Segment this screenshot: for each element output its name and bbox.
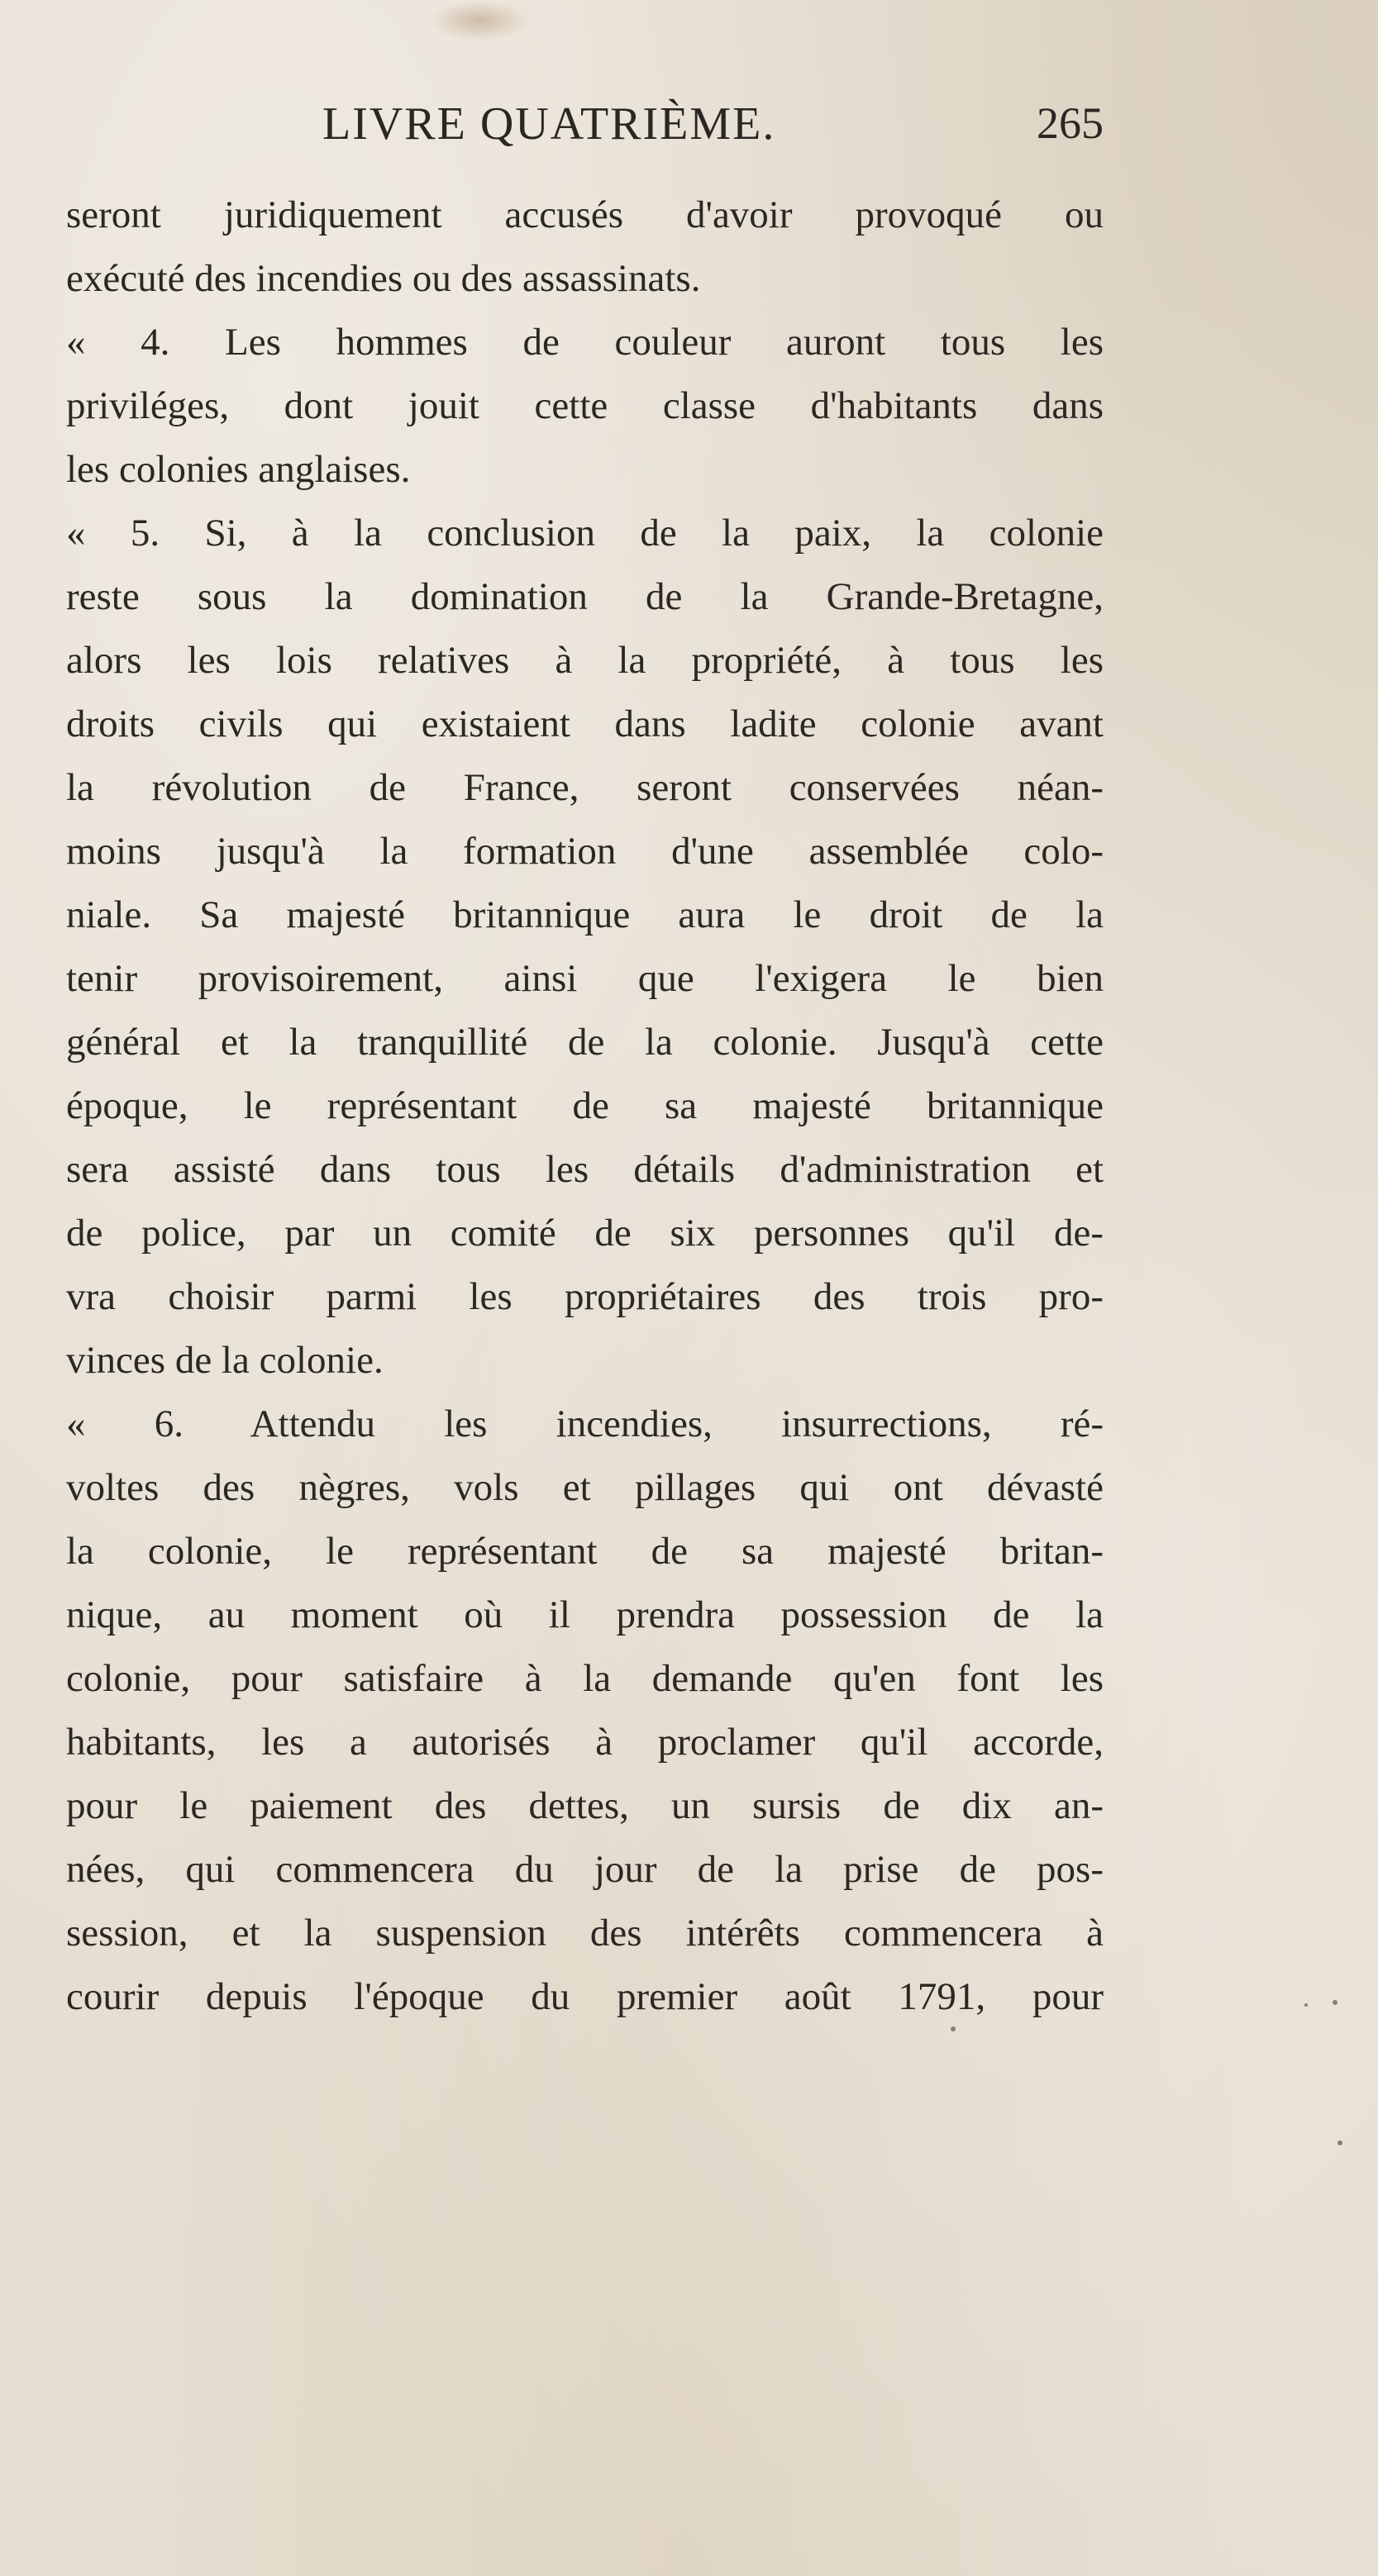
text-line: pour le paiement des dettes, un sursis de dix an- — [66, 1784, 1104, 1827]
ink-speck — [1304, 2003, 1308, 2007]
text-line: sera assisté dans tous les détails d'administration et — [66, 1148, 1104, 1191]
text-line: courir depuis l'époque du premier août 1791, pour — [66, 1975, 1104, 2018]
text-line: époque, le représentant de sa majesté britannique — [66, 1084, 1104, 1127]
text-line: niale. Sa majesté britannique aura le droit de la — [66, 893, 1104, 936]
text-line: alors les lois relatives à la propriété, à tous les — [66, 639, 1104, 682]
text-line: priviléges, dont jouit cette classe d'habitants dans — [66, 384, 1104, 427]
text-line: session, et la suspension des intérêts commencera à — [66, 1912, 1104, 1955]
text-line: les colonies anglaises. — [66, 448, 411, 491]
text-line: voltes des nègres, vols et pillages qui ont dévasté — [66, 1466, 1104, 1509]
text-line: habitants, les a autorisés à proclamer qu'il accorde, — [66, 1721, 1104, 1764]
body-text — [66, 183, 1104, 2029]
text-line: nique, au moment où il prendra possession de la — [66, 1593, 1104, 1636]
ink-speck — [1333, 2000, 1337, 2005]
text-line: tenir provisoirement, ainsi que l'exigera le bien — [66, 957, 1104, 1000]
text-line: vra choisir parmi les propriétaires des trois pro- — [66, 1275, 1104, 1318]
page-header — [66, 98, 1104, 155]
page-number: 265 — [1037, 98, 1104, 148]
text-line: la révolution de France, seront conservées néan- — [66, 766, 1104, 809]
text-line: la colonie, le représentant de sa majesté britan- — [66, 1530, 1104, 1573]
text-line: droits civils qui existaient dans ladite colonie avant — [66, 702, 1104, 745]
ink-speck — [1337, 2140, 1342, 2145]
text-line: exécuté des incendies ou des assassinats. — [66, 257, 701, 300]
text-line: général et la tranquillité de la colonie. Jusqu'à cette — [66, 1021, 1104, 1064]
text-line: « 6. Attendu les incendies, insurrections, ré- — [66, 1402, 1104, 1445]
text-line: reste sous la domination de la Grande-Bretagne, — [66, 575, 1104, 618]
running-head: LIVRE QUATRIÈME. — [322, 98, 776, 150]
text-line: vinces de la colonie. — [66, 1339, 384, 1382]
text-line: moins jusqu'à la formation d'une assemblée colo- — [66, 830, 1104, 873]
paper-stain — [430, 0, 529, 41]
text-line: seront juridiquement accusés d'avoir provoqué ou — [66, 193, 1104, 236]
text-line: « 5. Si, à la conclusion de la paix, la colonie — [66, 512, 1104, 555]
text-line: « 4. Les hommes de couleur auront tous les — [66, 321, 1104, 364]
text-line: de police, par un comité de six personnes qu'il de- — [66, 1212, 1104, 1255]
text-line: nées, qui commencera du jour de la prise de pos- — [66, 1848, 1104, 1891]
text-line: colonie, pour satisfaire à la demande qu'en font les — [66, 1657, 1104, 1700]
